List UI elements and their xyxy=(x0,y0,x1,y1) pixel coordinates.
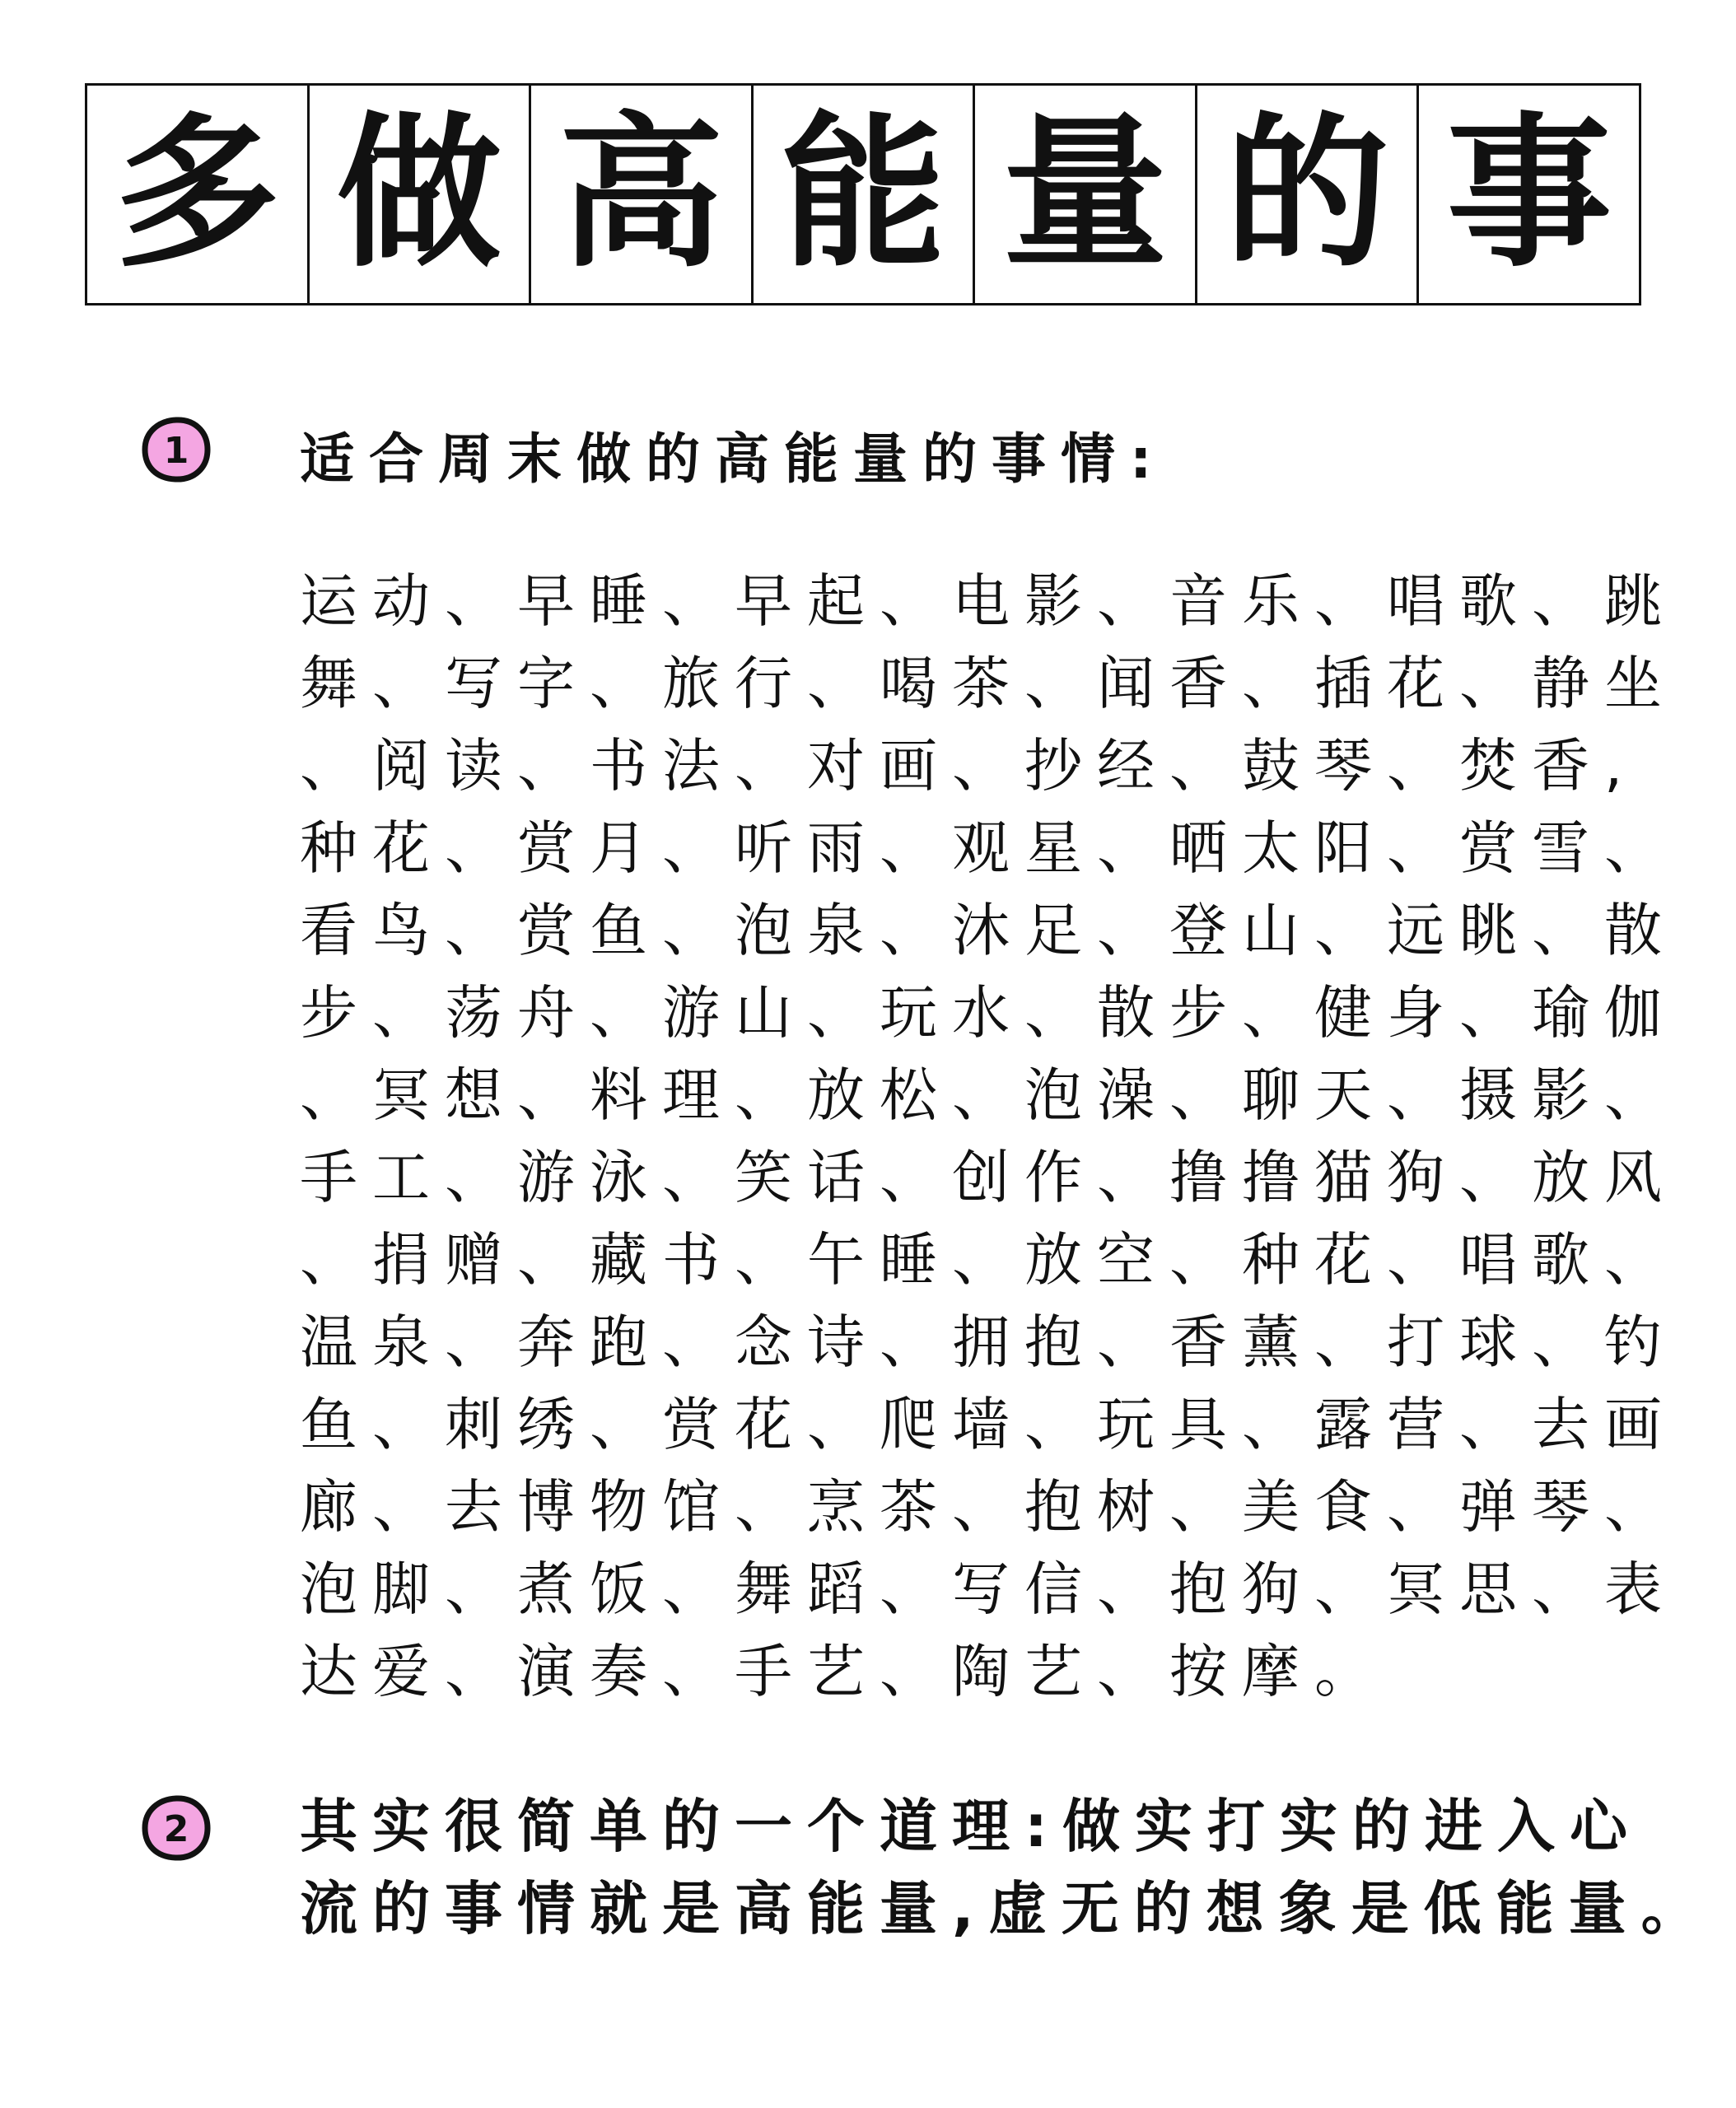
section-1-badge-number: 1 xyxy=(163,430,189,472)
title-char-3: 高 xyxy=(531,86,754,303)
activity-line: 舞、写字、旅行、喝茶、闻香、插花、静坐 xyxy=(300,650,1677,717)
activity-line: 鱼、刺绣、赏花、爬墙、玩具、露营、去画 xyxy=(300,1391,1677,1458)
title-char-1: 多 xyxy=(87,86,310,303)
title-char-4: 能 xyxy=(754,86,976,303)
activity-line: 温泉、奔跑、念诗、拥抱、香薰、打球、钓 xyxy=(300,1308,1677,1376)
section-2-line: 其实很简单的一个道理:做实打实的进入心 xyxy=(300,1793,1642,1860)
activity-line: 手工、游泳、笑话、创作、撸撸猫狗、放风 xyxy=(300,1144,1677,1211)
section-2-line: 流的事情就是高能量,虚无的想象是低能量。 xyxy=(300,1875,1714,1942)
title-char-7: 事 xyxy=(1446,98,1612,290)
section-2-number-badge xyxy=(140,1793,212,1863)
section-2-text xyxy=(300,1785,1714,1950)
activity-line: 达爱、演奏、手艺、陶艺、按摩。 xyxy=(300,1638,1387,1705)
activity-line: 步、荡舟、游山、玩水、散步、健身、瑜伽 xyxy=(300,979,1677,1047)
circle-number-2-icon xyxy=(140,1793,212,1863)
section-1-activity-list xyxy=(300,560,1677,1713)
activity-line: 廊、去博物馆、烹茶、抱树、美食、弹琴、 xyxy=(300,1473,1677,1541)
activity-line: 、冥想、料理、放松、泡澡、聊天、摄影、 xyxy=(300,1061,1677,1129)
title-char-2: 做 xyxy=(310,86,532,303)
activity-line: 、阅读、书法、对画、抄经、鼓琴、焚香, xyxy=(300,732,1638,800)
section-1-number-badge xyxy=(140,415,212,484)
section-2-badge-number: 2 xyxy=(163,1808,189,1850)
title-char-6: 的 xyxy=(1197,86,1420,303)
activity-line: 种花、赏月、听雨、观星、晒太阳、赏雪、 xyxy=(300,814,1677,882)
activity-line: 运动、早睡、早起、电影、音乐、唱歌、跳 xyxy=(300,567,1677,635)
activity-line: 泡脚、煮饭、舞蹈、写信、抱狗、冥思、表 xyxy=(300,1555,1677,1623)
circle-number-1-icon xyxy=(140,415,212,484)
section-1-heading: 适合周末做的高能量的事情: xyxy=(300,427,1167,491)
title-banner xyxy=(85,83,1641,305)
activity-line: 、捐赠、藏书、午睡、放空、种花、唱歌、 xyxy=(300,1226,1677,1294)
title-char-5: 量 xyxy=(975,86,1197,303)
activity-line: 看鸟、赏鱼、泡泉、沐足、登山、远眺、散 xyxy=(300,897,1677,964)
